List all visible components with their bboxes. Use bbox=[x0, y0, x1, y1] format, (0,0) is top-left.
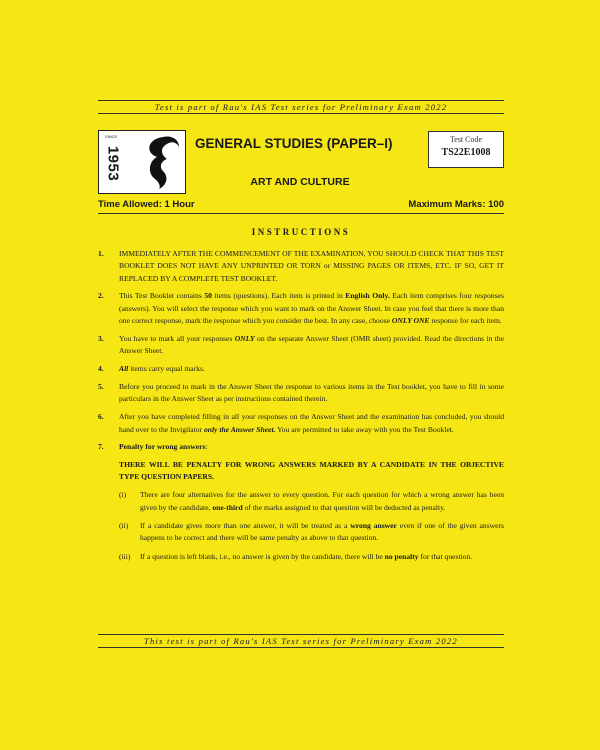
item-text: : bbox=[205, 442, 208, 452]
item-text: on the separate Answer Sheet (OMR sheet) provided. Read the directions in the Answer Sheet. bbox=[119, 333, 504, 356]
item-number: 2. bbox=[98, 291, 104, 301]
item-text: You are permitted to take away with you the Test Booklet. bbox=[275, 424, 454, 434]
subitem-number: (iii) bbox=[119, 551, 131, 561]
item-text: If a candidate gives more than one answer, it will be treated as a bbox=[140, 520, 351, 530]
instruction-item bbox=[98, 363, 504, 375]
instruction-item bbox=[98, 333, 504, 358]
test-code-label: Test Code bbox=[449, 135, 483, 144]
time-allowed: Time Allowed: 1 Hour bbox=[98, 199, 195, 210]
penalty-subitem bbox=[119, 520, 504, 545]
item-text: Each item comprises four responses (answers). You will select the response which you want to mark on the Answer Sheet. In case you feel that there is more than one correct response, mark the response which you consider the best. In any case, choose bbox=[119, 291, 504, 326]
instruction-item bbox=[98, 441, 504, 562]
item-text: There are four alternatives for the answer to every question. For each question for which a wrong answer has been given by the candidate, bbox=[140, 490, 504, 512]
item-text: even if one of the given answers happens to be correct and there will be same penalty as above to that question. bbox=[140, 520, 504, 543]
item-text: You have to mark all your responses bbox=[119, 333, 235, 343]
penalty-heading: Penalty for wrong answers bbox=[119, 442, 206, 452]
subitem-number: (i) bbox=[119, 490, 127, 500]
test-code-value: TS22E1008 bbox=[441, 147, 491, 158]
item-number: 5. bbox=[98, 382, 104, 392]
logo-year: 1953 bbox=[104, 145, 122, 182]
item-emphasis: wrong answer bbox=[350, 520, 397, 530]
instruction-item bbox=[98, 381, 504, 406]
item-number: 3. bbox=[98, 333, 104, 343]
item-text: After you have completed filling in all your responses on the Answer Sheet and the examination has concluded, you should hand over to the Invigilator bbox=[119, 412, 504, 434]
item-text: items (questions). Each item is printed in bbox=[211, 291, 346, 301]
instruction-item bbox=[98, 411, 504, 436]
institute-logo bbox=[98, 130, 186, 194]
item-emphasis: 50 bbox=[204, 291, 212, 301]
instructions-list bbox=[98, 248, 504, 568]
paper-title: GENERAL STUDIES (PAPER–I) bbox=[195, 136, 393, 151]
item-text: This Test Booklet contains bbox=[119, 291, 205, 301]
item-text: IMMEDIATELY AFTER THE COMMENCEMENT OF THE EXAMINATION, YOU SHOULD CHECK THAT THIS TEST BOOKLET DOES NOT HAVE ANY UNPRINTED OR TORN or MISSING PAGES OR ITEMS, ETC. IF SO, GET IT REPLACED BY A COMPLETE TEST BOOKLET. bbox=[119, 249, 504, 283]
series-band-bottom: This test is part of Rau's IAS Test series for Preliminary Exam 2022 bbox=[98, 634, 504, 648]
penalty-notice: THERE WILL BE PENALTY FOR WRONG ANSWERS MARKED BY A CANDIDATE IN THE OBJECTIVE TYPE QUESTION PAPERS. bbox=[119, 459, 504, 482]
penalty-subitem bbox=[119, 489, 504, 514]
item-text: If a question is left blank, i.e., no answer is given by the candidate, there will be bbox=[140, 551, 385, 561]
item-emphasis: ONLY ONE bbox=[391, 316, 430, 326]
item-number: 6. bbox=[98, 412, 104, 422]
item-text: items carry equal marks. bbox=[128, 364, 205, 374]
item-number: 4. bbox=[98, 364, 104, 374]
instruction-item bbox=[98, 290, 504, 327]
exam-meta-row bbox=[98, 199, 504, 214]
logo-since: SINCE bbox=[105, 134, 118, 139]
item-text: of the marks assigned to that question will be deducted as penalty. bbox=[242, 502, 446, 512]
item-text: response for each item. bbox=[429, 316, 502, 326]
item-emphasis: English Only. bbox=[345, 291, 390, 301]
item-text: for that question. bbox=[418, 551, 473, 561]
item-emphasis: ONLY bbox=[234, 333, 255, 343]
item-number: 1. bbox=[98, 249, 104, 258]
test-code-box bbox=[428, 131, 504, 168]
instruction-item bbox=[98, 248, 504, 285]
penalty-subitem bbox=[119, 551, 504, 563]
series-band-top: Test is part of Rau's IAS Test series for Preliminary Exam 2022 bbox=[98, 100, 504, 114]
item-number: 7. bbox=[98, 442, 104, 452]
logo-emblem-icon bbox=[139, 135, 181, 189]
item-emphasis: one-third bbox=[212, 502, 243, 512]
subitem-number: (ii) bbox=[119, 520, 129, 530]
paper-subject: ART AND CULTURE bbox=[250, 176, 350, 188]
item-emphasis: All bbox=[119, 364, 129, 374]
item-text: Before you proceed to mark in the Answer Sheet the response to various items in the Test booklet, you have to fill in some particulars in the Answer Sheet as per instructions contained therein. bbox=[119, 382, 504, 404]
item-emphasis: only the Answer Sheet. bbox=[204, 424, 276, 434]
instructions-heading: INSTRUCTIONS bbox=[251, 227, 351, 237]
maximum-marks: Maximum Marks: 100 bbox=[408, 199, 504, 210]
item-emphasis: no penalty bbox=[384, 551, 419, 561]
